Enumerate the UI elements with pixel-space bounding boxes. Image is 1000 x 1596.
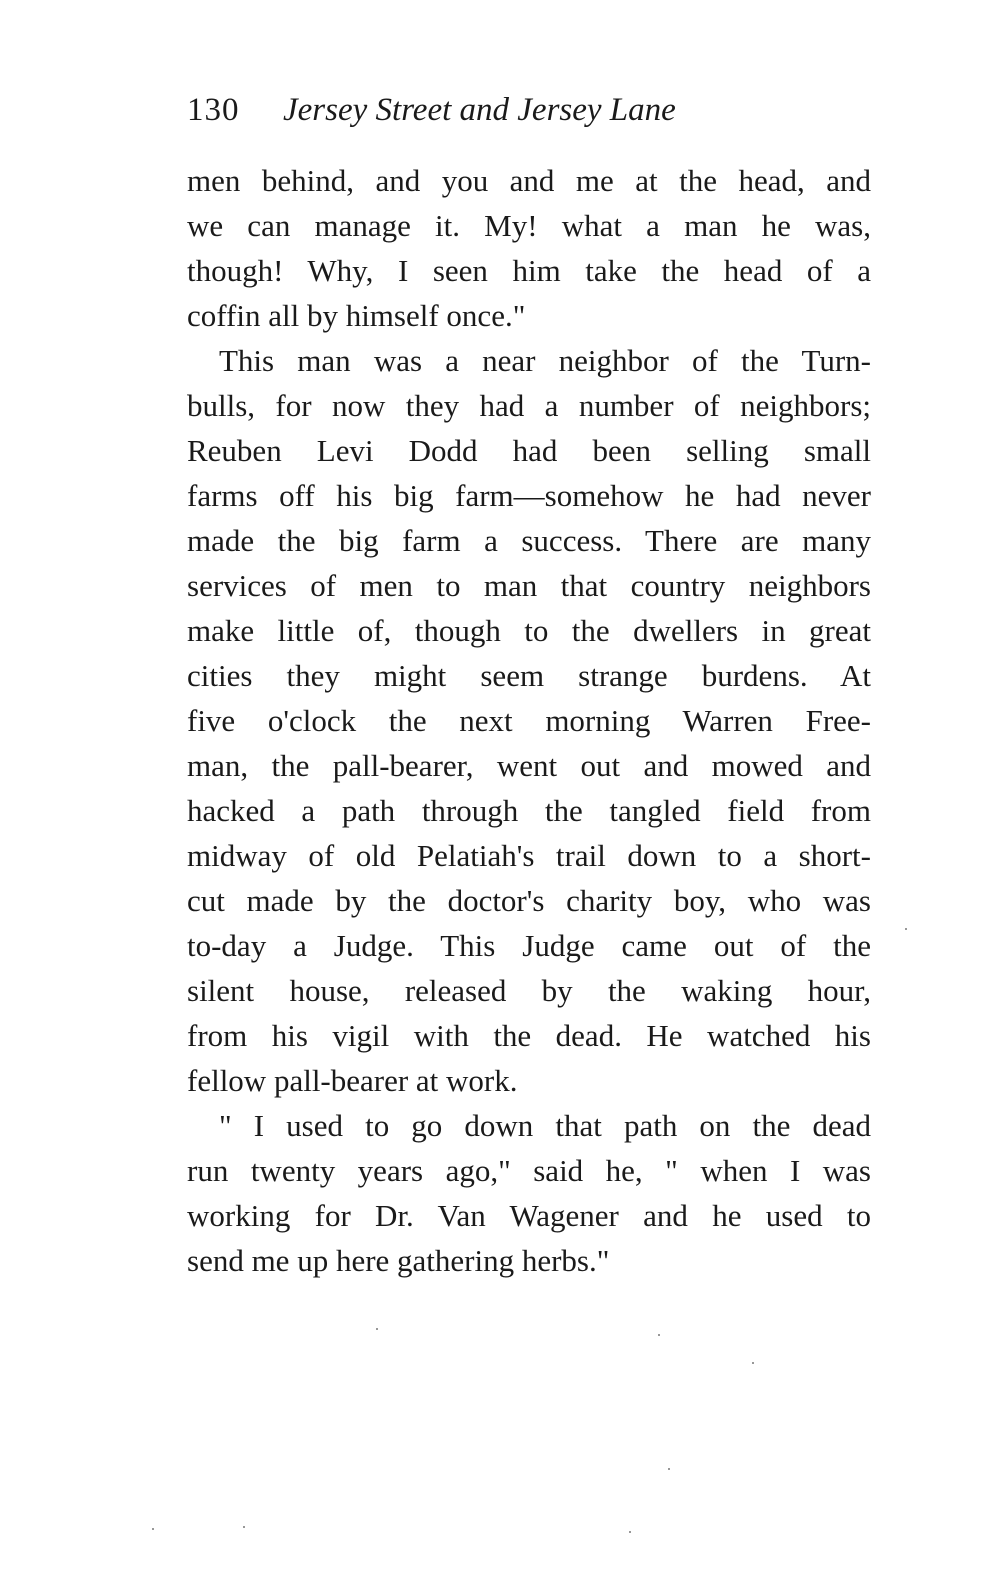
- scan-speck: [658, 1334, 660, 1336]
- book-title: Jersey Street and Jersey Lane: [283, 92, 676, 128]
- paragraph: [187, 338, 871, 1103]
- text-line: run twenty years ago," said he, " when I was: [187, 1153, 871, 1188]
- text-line: men behind, and you and me at the head, and: [187, 163, 871, 198]
- scan-speck: [243, 1526, 245, 1528]
- text-line: hacked a path through the tangled field from: [187, 793, 871, 828]
- text-line: cut made by the doctor's charity boy, who was: [187, 883, 871, 918]
- text-line: farms off his big farm—somehow he had never: [187, 478, 871, 513]
- text-line: cities they might seem strange burdens. At: [187, 658, 871, 693]
- body-text: [187, 158, 871, 1283]
- text-line: Reuben Levi Dodd had been selling small: [187, 433, 871, 468]
- scan-speck: [668, 1468, 670, 1470]
- text-line: though! Why, I seen him take the head of a: [187, 253, 871, 288]
- paragraph: [187, 1103, 871, 1283]
- scan-speck: [905, 928, 907, 930]
- scan-speck: [629, 1531, 631, 1533]
- text-line: five o'clock the next morning Warren Free-: [187, 703, 871, 738]
- text-line: midway of old Pelatiah's trail down to a short-: [187, 838, 871, 873]
- text-line: silent house, released by the waking hour,: [187, 973, 871, 1008]
- text-line: services of men to man that country neighbors: [187, 568, 871, 603]
- scan-speck: [376, 1328, 378, 1330]
- scan-speck: [752, 1362, 754, 1364]
- text-line: fellow pall-bearer at work.: [187, 1063, 518, 1098]
- page-number: 130: [187, 92, 240, 128]
- text-line: man, the pall-bearer, went out and mowed and: [187, 748, 871, 783]
- text-line: " I used to go down that path on the dead: [219, 1108, 871, 1143]
- text-line: This man was a near neighbor of the Turn-: [219, 343, 871, 378]
- scan-speck: [152, 1528, 154, 1530]
- text-line: bulls, for now they had a number of neighbors;: [187, 388, 871, 423]
- text-line: we can manage it. My! what a man he was,: [187, 208, 871, 243]
- paragraph: [187, 158, 871, 338]
- text-line: coffin all by himself once.": [187, 298, 526, 333]
- text-line: working for Dr. Van Wagener and he used to: [187, 1198, 871, 1233]
- text-line: to-day a Judge. This Judge came out of the: [187, 928, 871, 963]
- text-line: from his vigil with the dead. He watched his: [187, 1018, 871, 1053]
- running-head: [187, 86, 877, 134]
- text-line: made the big farm a success. There are many: [187, 523, 871, 558]
- text-line: make little of, though to the dwellers in great: [187, 613, 871, 648]
- text-line: send me up here gathering herbs.": [187, 1243, 610, 1278]
